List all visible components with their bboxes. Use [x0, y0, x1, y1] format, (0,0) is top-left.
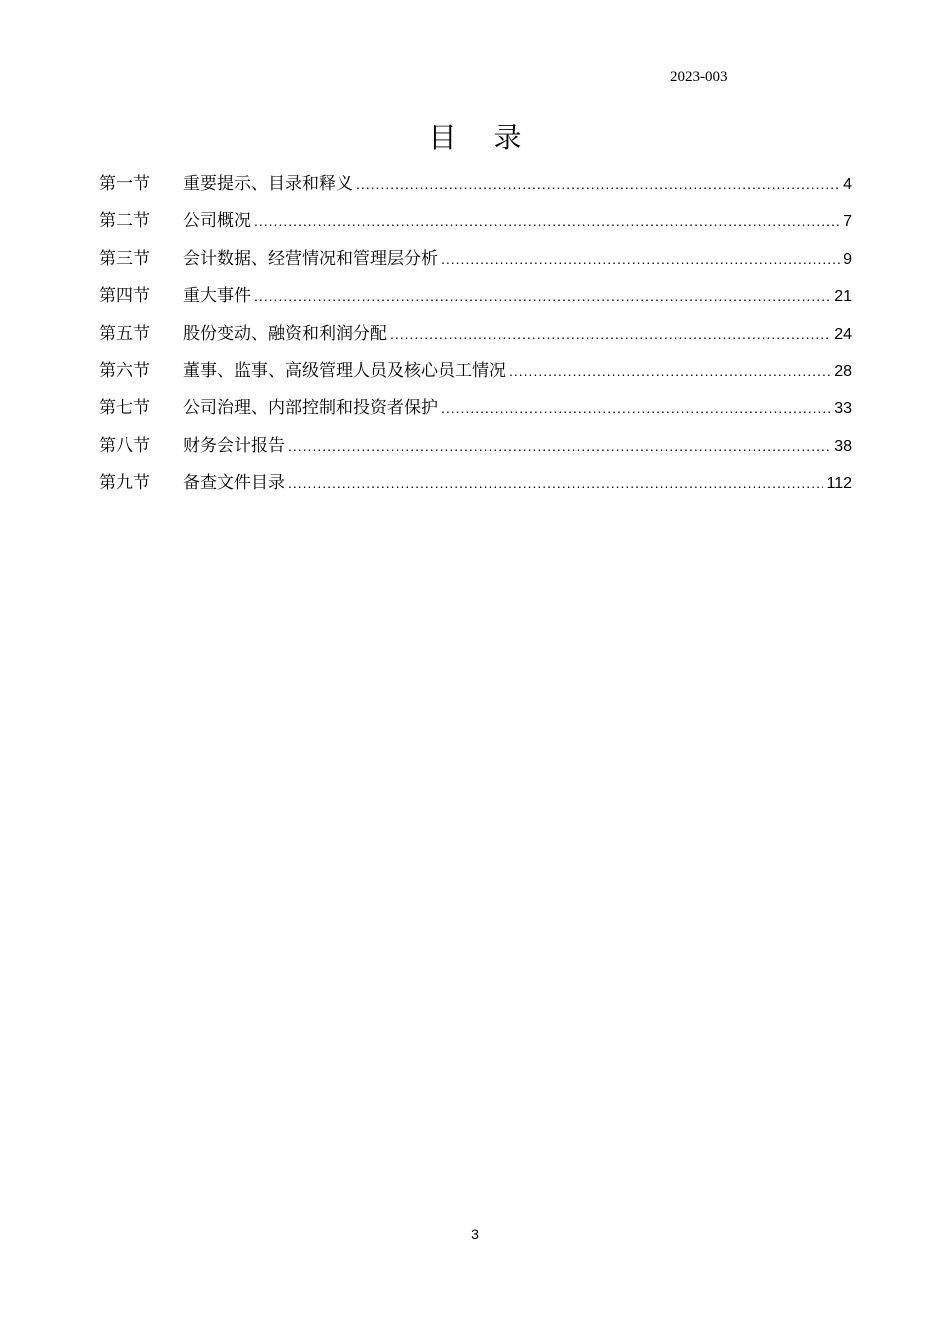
- toc-heading: 股份变动、融资和利润分配: [183, 323, 387, 344]
- page-number: 3: [471, 1226, 479, 1242]
- toc-entry-9[interactable]: [99, 469, 852, 506]
- toc-entry-6[interactable]: [99, 357, 852, 394]
- toc-section-label: 第四节: [99, 286, 150, 307]
- dot-leader: [509, 357, 831, 385]
- toc-heading: 重要提示、目录和释义: [183, 174, 353, 194]
- dot-leader: [441, 394, 831, 422]
- toc-section-label: 第六节: [99, 360, 150, 381]
- toc-page-number: 9: [843, 250, 852, 268]
- toc-entry-8[interactable]: [99, 432, 852, 469]
- toc-title: 目 录: [428, 121, 536, 154]
- toc-page-number: 33: [834, 400, 852, 418]
- toc-entry-1[interactable]: [99, 170, 852, 207]
- toc-page-number: 4: [843, 176, 852, 193]
- dot-leader: [390, 320, 831, 348]
- toc-heading: 重大事件: [183, 286, 251, 307]
- toc-section-label: 第二节: [99, 211, 150, 232]
- toc-heading: 会计数据、经营情况和管理层分析: [183, 248, 438, 269]
- toc-section-label: 第八节: [99, 435, 150, 456]
- toc-entry-7[interactable]: [99, 394, 852, 431]
- toc-page-number: 38: [834, 437, 852, 455]
- toc-heading: 财务会计报告: [183, 435, 285, 456]
- toc-heading: 董事、监事、高级管理人员及核心员工情况: [183, 360, 506, 381]
- dot-leader: [356, 170, 840, 198]
- toc-page-number: 28: [834, 362, 852, 380]
- dot-leader: [441, 245, 840, 273]
- dot-leader: [288, 432, 831, 460]
- toc-entry-2[interactable]: [99, 207, 852, 244]
- toc-heading: 公司概况: [183, 211, 251, 232]
- document-code: 2023-003: [670, 69, 728, 85]
- dot-leader: [254, 207, 840, 235]
- toc-section-label: 第三节: [99, 248, 150, 269]
- toc-entry-3[interactable]: [99, 245, 852, 282]
- toc-section-label: 第五节: [99, 323, 150, 344]
- toc-entry-5[interactable]: [99, 320, 852, 357]
- toc-page-number: 24: [834, 325, 852, 343]
- dot-leader: [254, 282, 831, 310]
- toc-heading: 备查文件目录: [183, 473, 285, 494]
- toc-entry-4[interactable]: [99, 282, 852, 319]
- toc-section-label: 第七节: [99, 398, 150, 419]
- dot-leader: [288, 469, 823, 497]
- table-of-contents: [99, 170, 852, 507]
- toc-page-number: 112: [826, 475, 852, 493]
- toc-page-number: 21: [834, 288, 852, 306]
- toc-section-label: 第九节: [99, 473, 150, 494]
- toc-section-label: 第一节: [99, 174, 150, 194]
- toc-page-number: 7: [843, 213, 852, 231]
- toc-heading: 公司治理、内部控制和投资者保护: [183, 398, 438, 419]
